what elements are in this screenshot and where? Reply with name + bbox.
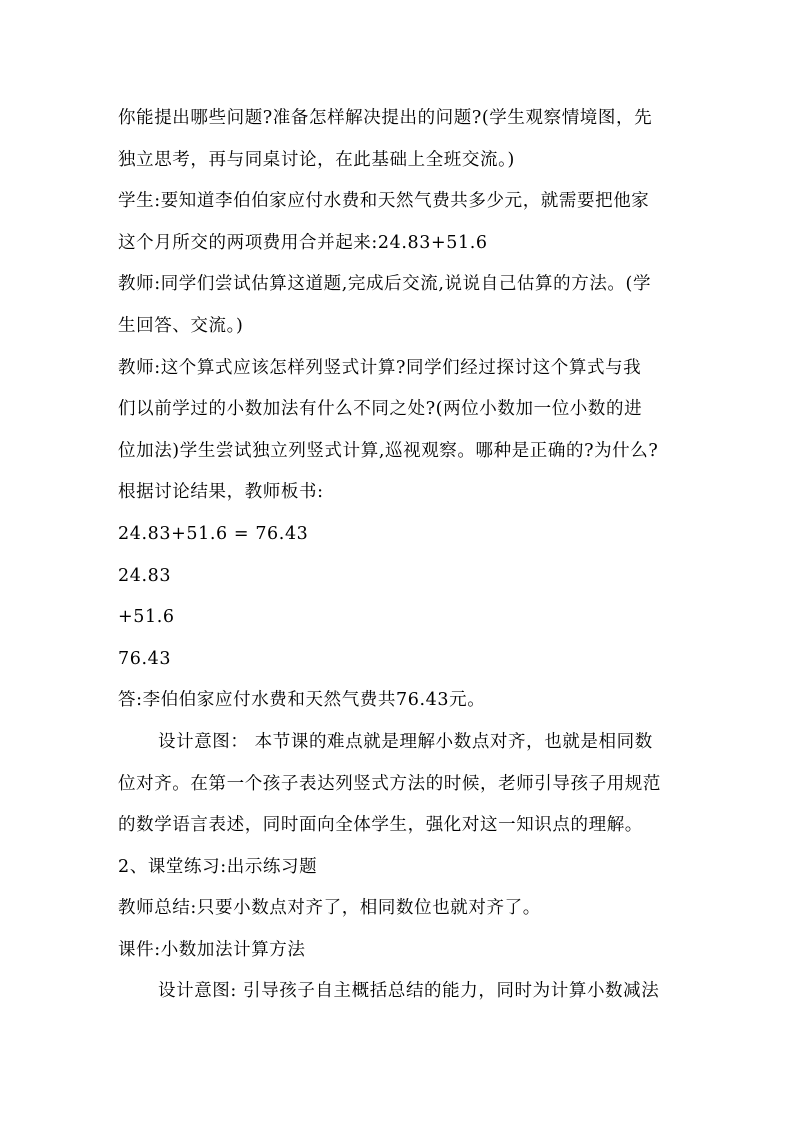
text-line: 课件:小数加法计算方法 <box>118 939 306 960</box>
text-line: 生回答、交流。) <box>118 315 244 336</box>
answer-line: 答:李伯伯家应付水费和天然气费共76.43元。 <box>118 690 486 711</box>
equation-line: 24.83+51.6 = 76.43 <box>118 523 309 544</box>
vertical-calc-addend: 24.83 <box>118 565 172 586</box>
text-line: 的数学语言表述，同时面向全体学生，强化对这一知识点的理解。 <box>118 815 643 836</box>
text-line: 位对齐。在第一个孩子表达列竖式方法的时候，老师引导孩子用规范 <box>118 773 661 794</box>
section-heading: 2、课堂练习:出示练习题 <box>118 856 318 877</box>
text-line: 你能提出哪些问题?准备怎样解决提出的问题?(学生观察情境图，先 <box>118 108 653 128</box>
vertical-calc-result: 76.43 <box>118 648 172 669</box>
text-line: 这个月所交的两项费用合并起来:24.83+51.6 <box>118 232 488 253</box>
text-line: 学生:要知道李伯伯家应付水费和天然气费共多少元，就需要把他家 <box>118 191 650 212</box>
text-line: 教师:这个算式应该怎样列竖式计算?同学们经过探讨这个算式与我 <box>118 357 642 378</box>
text-line: 们以前学过的小数加法有什么不同之处?(两位小数加一位小数的进 <box>118 399 643 420</box>
design-intent-paragraph: 设计意图: 引导孩子自主概括总结的能力，同时为计算小数减法 <box>158 981 660 1002</box>
document-page <box>118 98 684 1013</box>
text-line: 根据讨论结果，教师板书: <box>118 482 324 503</box>
text-line: 独立思考，再与同桌讨论，在此基础上全班交流。) <box>118 149 515 170</box>
design-intent-paragraph: 设计意图： 本节课的难点就是理解小数点对齐，也就是相同数 <box>158 731 653 752</box>
text-line: 教师总结:只要小数点对齐了，相同数位也就对齐了。 <box>118 898 541 919</box>
text-line: 位加法)学生尝试独立列竖式计算,巡视观察。哪种是正确的?为什么? <box>118 440 659 461</box>
text-line: 教师:同学们尝试估算这道题,完成后交流,说说自己估算的方法。(学 <box>118 274 652 295</box>
vertical-calc-addend: +51.6 <box>118 607 175 628</box>
